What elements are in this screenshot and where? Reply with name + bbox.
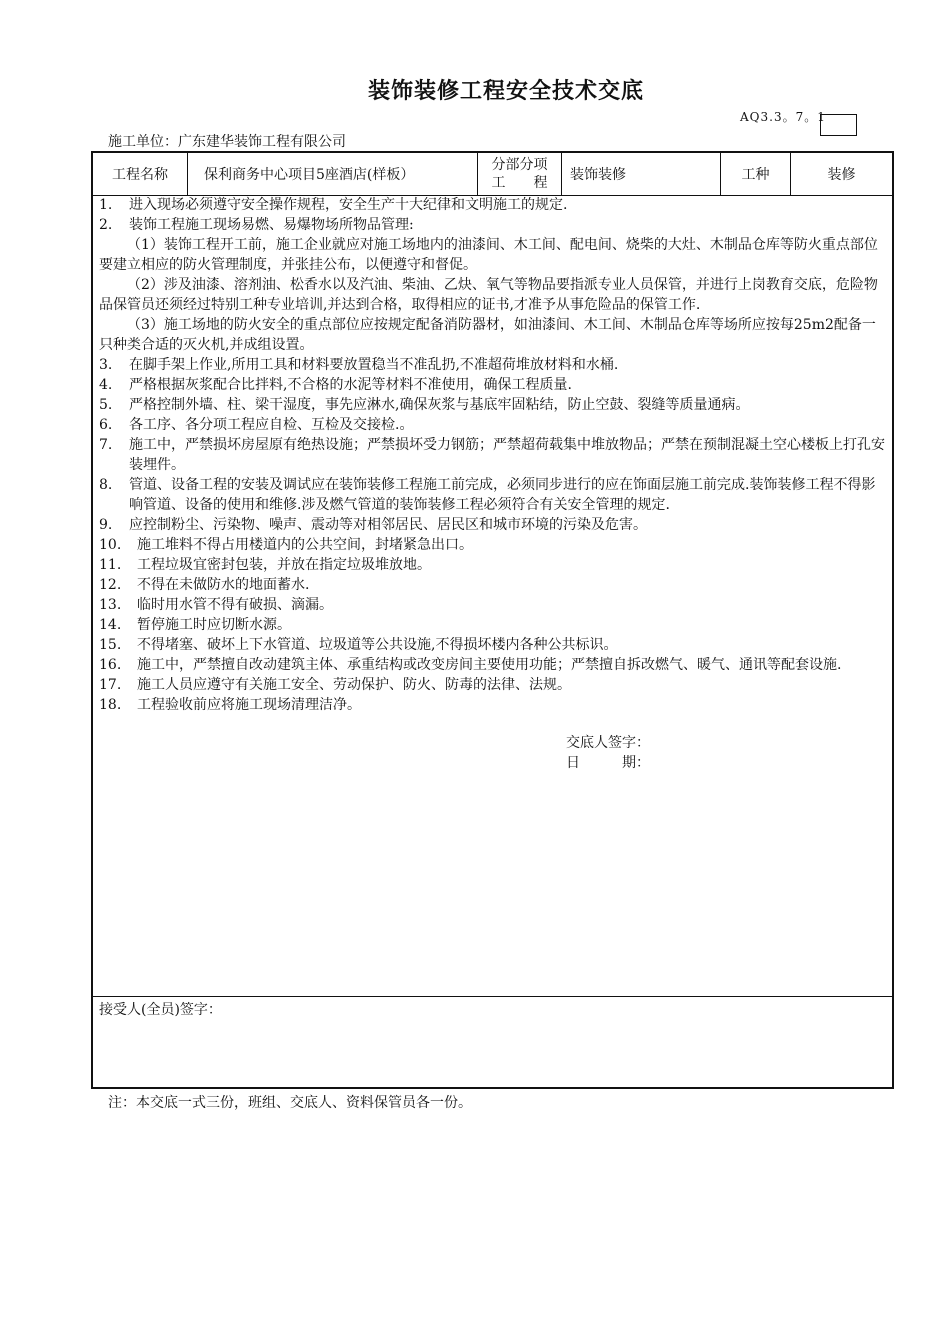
item-text: 严格控制外墙、柱、梁干湿度，事先应淋水,确保灰浆与基底牢固粘结，防止空鼓、裂缝等质量通病。 [129,397,750,413]
project-name-label: 工程名称 [93,153,188,195]
disclosure-content [93,195,892,715]
list-item [99,555,886,575]
list-item [99,535,886,555]
item-text: 不得在未做防水的地面蓄水. [137,577,310,593]
sub-item: （3）施工场地的防火安全的重点部位应按规定配备消防器材，如油漆间、木工间、木制品仓库等场所应按每25m2配备一只种类合适的灭火机,并成组设置。 [99,317,876,353]
item-number: 17. [99,677,122,693]
construction-unit: 施工单位：广东建华装饰工程有限公司 [108,134,346,150]
item-text: 施工中，严禁损坏房屋原有绝热设施；严禁损坏受力钢筋；严禁超荷载集中堆放物品；严禁在预制混凝土空心楼板上打孔安装埋件。 [129,437,885,473]
item-text: 在脚手架上作业,所用工具和材料要放置稳当不准乱扔,不准超荷堆放材料和水桶. [129,357,619,373]
list-item [99,195,886,215]
item-text: 装饰工程施工现场易燃、易爆物场所物品管理: [129,217,414,233]
item-number: 3. [99,357,113,373]
item-text: 不得堵塞、破坏上下水管道、垃圾道等公共设施,不得损坏楼内各种公共标识。 [137,637,618,653]
item-text: 施工中，严禁擅自改动建筑主体、承重结构或改变房间主要使用功能；严禁擅自拆改燃气、暖气、通讯等配套设施. [137,657,842,673]
item-text: 进入现场必须遵守安全操作规程，安全生产十大纪律和文明施工的规定. [129,197,568,213]
header-row [93,153,892,196]
document-title: 装饰装修工程安全技术交底 [367,79,644,104]
item-text: 管道、设备工程的安装及调试应在装饰装修工程施工前完成，必须同步进行的应在饰面层施工前完成.装饰装修工程不得影响管道、设备的使用和维修.涉及燃气管道的装饰装修工程必须符合有关安全管理的规定. [129,477,876,513]
list-item [99,575,886,595]
item-number: 1. [99,197,113,213]
list-item [99,515,886,535]
receiver-label: 接受人(全员)签字： [99,1002,222,1018]
item-text: 临时用水管不得有破损、滴漏。 [137,597,333,613]
signer-label: 交底人签字： [566,735,650,751]
item-text: 应控制粉尘、污染物、噪声、震动等对相邻居民、居民区和城市环境的污染及危害。 [129,517,647,533]
footnote: 注：本交底一式三份，班组、交底人、资料保管员各一份。 [108,1095,472,1111]
item-text: 工程验收前应将施工现场清理洁净。 [137,697,361,713]
item-number: 15. [99,637,122,653]
item-number: 13. [99,597,122,613]
item-number: 4. [99,377,113,393]
item-number: 2. [99,217,113,233]
section-value: 装饰装修 [562,153,721,195]
list-item [99,395,886,415]
section-label-line1: 分部分项 [491,157,548,173]
item-number: 5. [99,397,113,413]
list-item [99,675,886,695]
item-number: 16. [99,657,122,673]
list-item [99,475,886,515]
trade-label: 工种 [721,153,791,195]
list-item [99,695,886,715]
list-item [99,595,886,615]
item-number: 10. [99,537,122,553]
trade-value: 装修 [827,167,856,183]
item-number: 9. [99,517,113,533]
project-name-value: 保利商务中心项目5座酒店(样板） [188,153,478,195]
list-item [99,615,886,635]
item-text: 严格根据灰浆配合比拌料,不合格的水泥等材料不准使用，确保工程质量. [129,377,572,393]
receiver-signature-area [93,996,892,1021]
item-text: 各工序、各分项工程应自检、互检及交接检.。 [129,417,414,433]
item-number: 11. [99,557,122,573]
item-text: 施工堆料不得占用楼道内的公共空间，封堵紧急出口。 [137,537,473,553]
sub-item: （1）装饰工程开工前，施工企业就应对施工场地内的油漆间、木工间、配电间、烧柴的大灶、木制品仓库等防火重点部位要建立相应的防火管理制度，并张挂公布，以便遵守和督促。 [99,237,878,273]
item-text: 暂停施工时应切断水源。 [137,617,291,633]
list-item [99,375,886,395]
item-number: 12. [99,577,122,593]
form-code-box [820,114,857,136]
date-label: 日 期： [566,755,650,771]
list-item [99,415,886,435]
signer-block [566,733,650,773]
list-item [99,655,886,675]
disclosure-sheet [91,151,894,1089]
sub-item: （2）涉及油漆、溶剂油、松香水以及汽油、柴油、乙炔、氧气等物品要指派专业人员保管，并进行上岗教育交底，危险物品保管员还须经过特别工种专业培训,并达到合格，取得相应的证书,才准予从事危险品的保管工作. [99,277,878,313]
item-number: 7. [99,437,113,453]
list-item [99,215,886,235]
item-text: 工程垃圾宜密封包装，并放在指定垃圾堆放地。 [137,557,431,573]
form-code: AQ3.3。7。1 [740,110,826,124]
list-item [99,355,886,375]
list-item [99,435,886,475]
item-number: 18. [99,697,122,713]
item-number: 8. [99,477,113,493]
item-text: 施工人员应遵守有关施工安全、劳动保护、防火、防毒的法律、法规。 [137,677,571,693]
item-number: 14. [99,617,122,633]
item-number: 6. [99,417,113,433]
section-label [478,153,562,195]
section-label-line2: 工 程 [491,175,548,191]
list-item [99,635,886,655]
